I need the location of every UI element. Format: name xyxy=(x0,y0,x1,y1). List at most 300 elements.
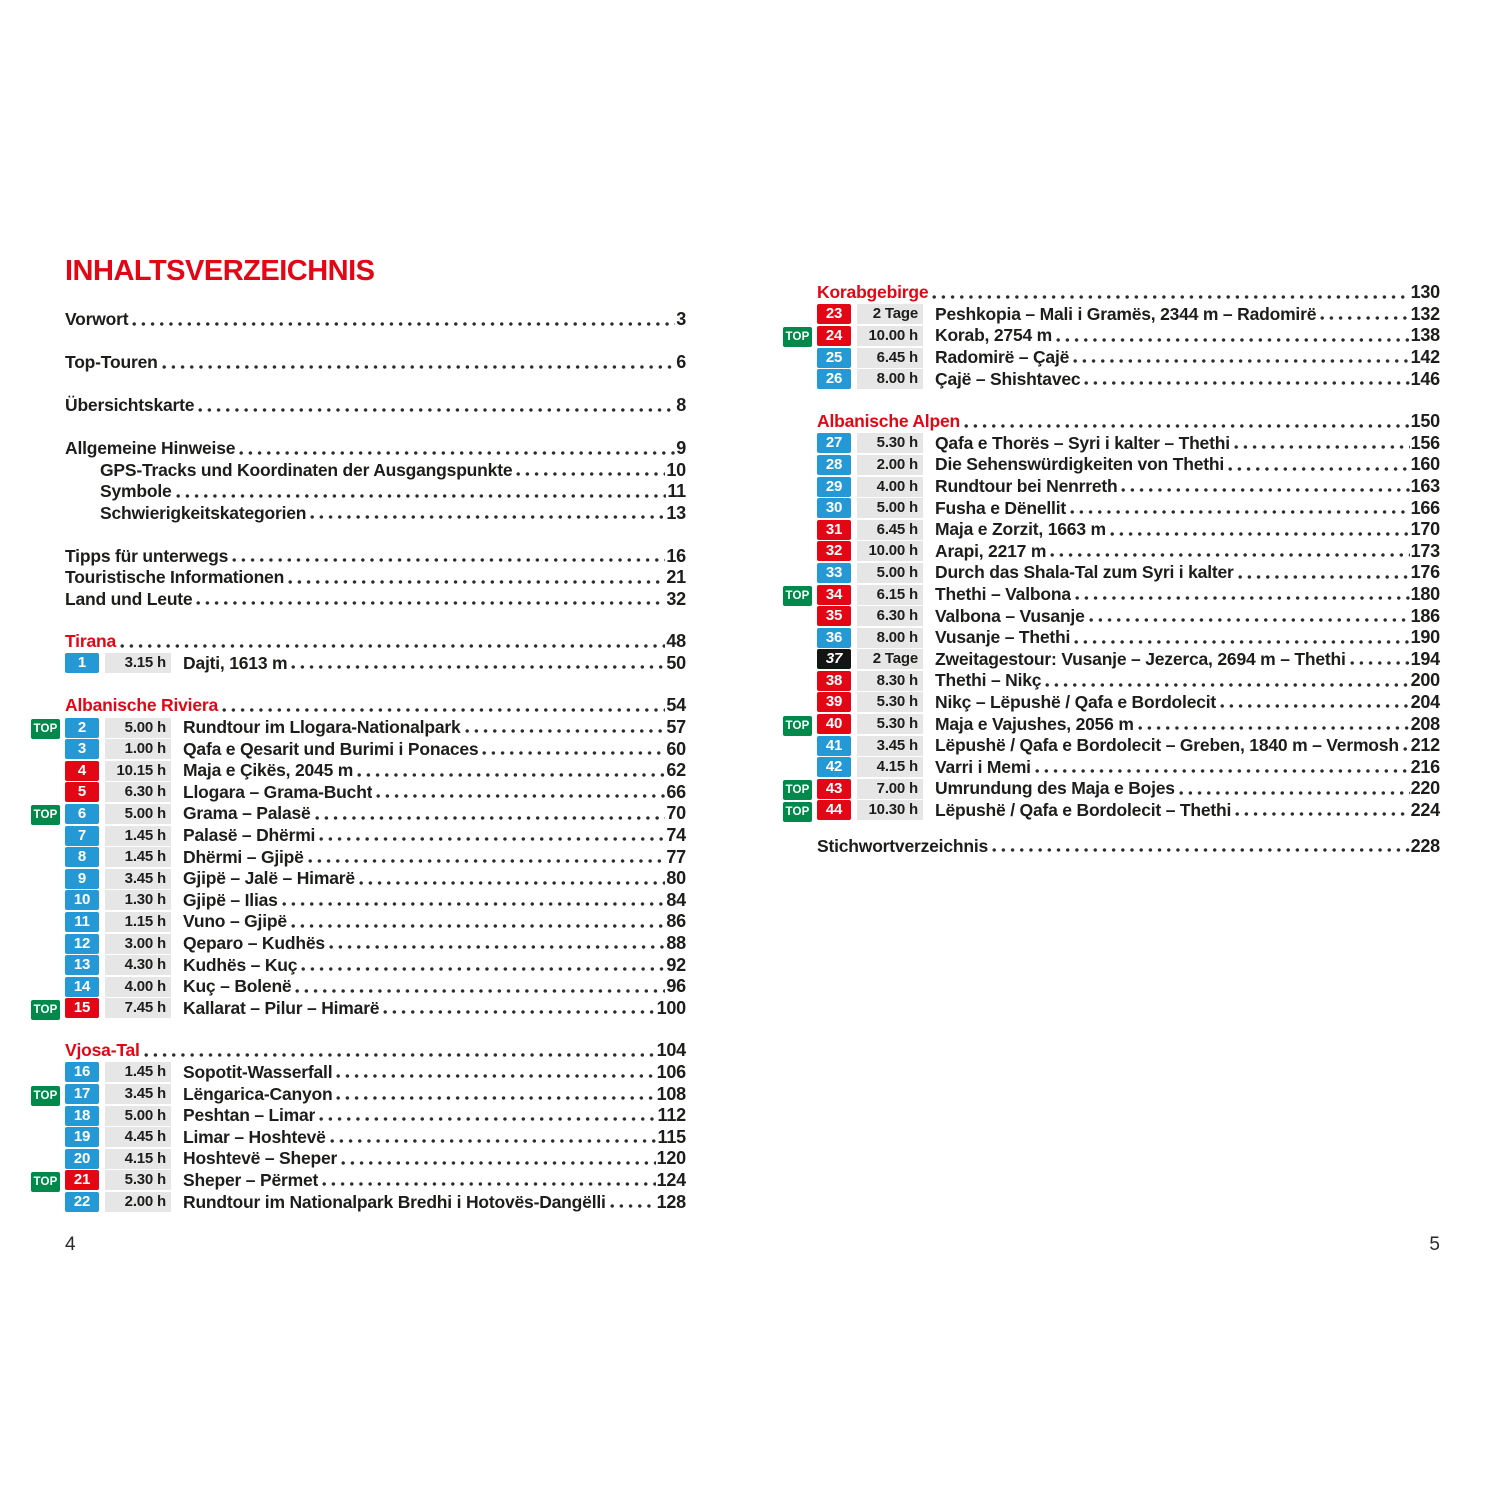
tour-duration-chip: 6.45 h xyxy=(857,348,923,368)
tour-page-number: 212 xyxy=(1410,735,1440,756)
tour-title: Sopotit-Wasserfall xyxy=(183,1061,333,1082)
top-badge-gutter xyxy=(31,1147,65,1170)
tour-title: Hoshtevë – Sheper xyxy=(183,1148,338,1169)
tour-page-number: 216 xyxy=(1410,756,1440,777)
top-badge-gutter xyxy=(783,368,817,391)
top-badge-gutter xyxy=(783,734,817,757)
tour-page-number: 166 xyxy=(1410,497,1440,518)
tour-duration-chip: 1.30 h xyxy=(105,890,171,910)
entry-page-number: 6 xyxy=(676,352,686,373)
top-badge: TOP xyxy=(783,327,812,347)
dot-leader xyxy=(1121,487,1409,493)
front-entry-row xyxy=(31,481,686,503)
tour-page-number: 77 xyxy=(666,846,686,867)
top-badge-gutter xyxy=(783,713,817,736)
top-badge-gutter xyxy=(31,652,65,675)
dot-leader xyxy=(359,880,666,886)
dot-leader xyxy=(315,815,666,821)
tour-duration-chip: 10.00 h xyxy=(857,326,923,346)
tour-duration-chip: 2.00 h xyxy=(857,455,923,475)
tour-title: Llogara – Grama-Bucht xyxy=(183,781,373,802)
top-badge: TOP xyxy=(783,586,812,606)
tour-row xyxy=(31,933,686,955)
dot-leader xyxy=(482,750,665,756)
dot-leader xyxy=(357,772,665,778)
tour-number-badge: 40 xyxy=(817,714,851,734)
tour-page-number: 194 xyxy=(1410,648,1440,669)
dot-leader xyxy=(1228,466,1410,472)
right-sections xyxy=(783,282,1440,821)
tour-title: Çajë – Shishtavec xyxy=(935,368,1081,389)
tour-number-badge: 35 xyxy=(817,606,851,626)
dot-leader xyxy=(932,294,1409,300)
tour-number-badge: 23 xyxy=(817,304,851,324)
entry-label: Stichwortverzeichnis xyxy=(817,835,989,856)
section-heading-label: Albanische Riviera xyxy=(65,695,218,716)
top-badge: TOP xyxy=(31,1086,60,1106)
tour-row xyxy=(31,1105,686,1127)
tour-duration-chip: 3.45 h xyxy=(857,736,923,756)
tour-row xyxy=(31,1062,686,1084)
entry-label: Allgemeine Hinweise xyxy=(65,438,236,459)
tour-row xyxy=(783,649,1440,671)
tour-row xyxy=(783,347,1440,369)
tour-page-number: 84 xyxy=(666,889,686,910)
tour-title: Varri i Memi xyxy=(935,756,1031,777)
tour-title: Rundtour im Llogara-Nationalpark xyxy=(183,717,461,738)
tour-title: Kudhës – Kuç xyxy=(183,954,298,975)
tour-title: Umrundung des Maja e Bojes xyxy=(935,778,1175,799)
dot-leader xyxy=(319,836,665,842)
tour-title: Lëngarica-Canyon xyxy=(183,1083,333,1104)
top-badge-gutter xyxy=(783,691,817,714)
top-badge-gutter xyxy=(783,475,817,498)
entry-page-number: 32 xyxy=(666,588,686,609)
dot-leader xyxy=(376,793,665,799)
tour-page-number: 70 xyxy=(666,803,686,824)
tour-page-number: 186 xyxy=(1410,605,1440,626)
tour-number-badge: 30 xyxy=(817,498,851,518)
tour-duration-chip: 5.00 h xyxy=(105,804,171,824)
front-entry-row xyxy=(31,438,686,460)
entry-page-number: 8 xyxy=(676,395,686,416)
tour-number-badge: 7 xyxy=(65,826,99,846)
tour-page-number: 132 xyxy=(1410,303,1440,324)
tour-row xyxy=(783,368,1440,390)
top-badge-gutter xyxy=(31,802,65,825)
tour-number-badge: 39 xyxy=(817,692,851,712)
tour-duration-chip: 6.15 h xyxy=(857,585,923,605)
tour-duration-chip: 3.45 h xyxy=(105,1084,171,1104)
entry-label: Tipps für unterwegs xyxy=(65,545,229,566)
dot-leader xyxy=(1084,380,1409,386)
tour-row xyxy=(31,1148,686,1170)
top-badge-gutter xyxy=(31,1061,65,1084)
tour-title: Lëpushë / Qafa e Bordolecit – Thethi xyxy=(935,799,1232,820)
tour-row xyxy=(783,519,1440,541)
front-entry-row xyxy=(31,546,686,568)
tour-duration-chip: 3.00 h xyxy=(105,934,171,954)
dot-leader xyxy=(282,901,666,907)
tour-number-badge: 13 xyxy=(65,955,99,975)
tour-page-number: 50 xyxy=(666,652,686,673)
section-block xyxy=(783,282,1440,390)
tour-row xyxy=(31,976,686,998)
entry-label: GPS-Tracks und Koordinaten der Ausgangspunkte xyxy=(100,459,513,480)
dot-leader xyxy=(1073,358,1409,364)
tour-number-badge: 9 xyxy=(65,869,99,889)
tour-number-badge: 24 xyxy=(817,326,851,346)
top-badge-gutter xyxy=(783,669,817,692)
page-title: INHALTSVERZEICHNIS xyxy=(65,255,375,287)
top-badge-gutter xyxy=(31,889,65,912)
dot-leader xyxy=(1138,725,1410,731)
dot-leader xyxy=(516,471,665,477)
entry-label: Top-Touren xyxy=(65,352,158,373)
dot-leader xyxy=(336,1073,655,1079)
entry-label: Vorwort xyxy=(65,309,129,330)
dot-leader xyxy=(198,407,675,413)
tour-page-number: 128 xyxy=(656,1191,686,1212)
section-page-number: 104 xyxy=(656,1040,686,1061)
entry-label: Touristische Informationen xyxy=(65,567,285,588)
tour-duration-chip: 1.00 h xyxy=(105,739,171,759)
top-badge: TOP xyxy=(31,1172,60,1192)
tour-page-number: 160 xyxy=(1410,454,1440,475)
tour-page-number: 180 xyxy=(1410,584,1440,605)
section-heading-row xyxy=(31,1040,686,1062)
entry-label: Schwierigkeitskategorien xyxy=(100,502,307,523)
tour-title: Peshkopia – Mali i Gramës, 2344 m – Radomirë xyxy=(935,303,1317,324)
tour-row xyxy=(783,325,1440,347)
front-matter-list xyxy=(31,309,686,610)
entry-page-number: 228 xyxy=(1410,835,1440,856)
top-badge-gutter xyxy=(31,846,65,869)
tour-duration-chip: 5.30 h xyxy=(857,433,923,453)
tour-page-number: 57 xyxy=(666,717,686,738)
top-badge-gutter xyxy=(783,497,817,520)
tour-page-number: 115 xyxy=(657,1126,686,1147)
top-badge-gutter xyxy=(783,303,817,326)
tour-number-badge: 32 xyxy=(817,541,851,561)
tour-row xyxy=(783,713,1440,735)
tour-number-badge: 36 xyxy=(817,628,851,648)
tour-number-badge: 17 xyxy=(65,1084,99,1104)
front-entry-row xyxy=(31,460,686,482)
tour-duration-chip: 10.15 h xyxy=(105,761,171,781)
tour-row xyxy=(783,584,1440,606)
tour-row xyxy=(31,825,686,847)
dot-leader xyxy=(992,847,1410,853)
tour-number-badge: 12 xyxy=(65,934,99,954)
tours-list xyxy=(31,653,686,675)
dot-leader xyxy=(1074,639,1409,645)
top-badge-gutter xyxy=(31,1191,65,1214)
dot-leader xyxy=(964,423,1410,429)
tour-row xyxy=(783,692,1440,714)
tour-page-number: 156 xyxy=(1410,432,1440,453)
tour-duration-chip: 2 Tage xyxy=(857,304,923,324)
tour-page-number: 96 xyxy=(666,976,686,997)
dot-leader xyxy=(1235,811,1409,817)
top-badge: TOP xyxy=(783,802,812,822)
entry-page-number: 13 xyxy=(666,502,686,523)
tour-row xyxy=(783,735,1440,757)
tour-page-number: 112 xyxy=(657,1105,686,1126)
tour-duration-chip: 7.45 h xyxy=(105,998,171,1018)
tour-title: Thethi – Nikç xyxy=(935,670,1042,691)
dot-leader xyxy=(1075,595,1410,601)
dot-leader xyxy=(301,966,665,972)
tour-page-number: 200 xyxy=(1410,670,1440,691)
left-sections xyxy=(31,631,686,1213)
dot-leader xyxy=(1350,660,1410,666)
front-entry-row xyxy=(31,352,686,374)
tour-title: Maja e Çikës, 2045 m xyxy=(183,760,354,781)
tour-page-number: 146 xyxy=(1410,368,1440,389)
tour-row xyxy=(31,846,686,868)
top-badge-gutter xyxy=(31,738,65,761)
tour-row xyxy=(31,868,686,890)
top-badge-gutter xyxy=(783,561,817,584)
tour-number-badge: 15 xyxy=(65,998,99,1018)
tour-title: Rundtour im Nationalpark Bredhi i Hotovës-Dangëlli xyxy=(183,1191,606,1212)
top-badge-gutter xyxy=(783,453,817,476)
tours-list xyxy=(783,433,1440,822)
tour-number-badge: 34 xyxy=(817,585,851,605)
tour-number-badge: 25 xyxy=(817,348,851,368)
tour-row xyxy=(783,304,1440,326)
top-badge-gutter xyxy=(783,583,817,606)
top-badge: TOP xyxy=(31,1000,60,1020)
tour-duration-chip: 2 Tage xyxy=(857,649,923,669)
tour-number-badge: 28 xyxy=(817,455,851,475)
section-block xyxy=(783,411,1440,821)
dot-leader xyxy=(610,1203,656,1209)
tour-duration-chip: 1.45 h xyxy=(105,826,171,846)
tour-row xyxy=(783,670,1440,692)
section-heading-row xyxy=(31,695,686,717)
tour-duration-chip: 4.15 h xyxy=(105,1149,171,1169)
dot-leader xyxy=(291,923,665,929)
section-page-number: 150 xyxy=(1410,411,1440,432)
dot-leader xyxy=(295,988,665,994)
tour-number-badge: 2 xyxy=(65,718,99,738)
tour-title: Vusanje – Thethi xyxy=(935,627,1071,648)
tour-page-number: 66 xyxy=(666,781,686,802)
tour-row xyxy=(783,454,1440,476)
tour-duration-chip: 6.30 h xyxy=(857,606,923,626)
tour-page-number: 92 xyxy=(666,954,686,975)
tour-page-number: 124 xyxy=(656,1169,686,1190)
tour-duration-chip: 7.00 h xyxy=(857,779,923,799)
top-badge-gutter xyxy=(31,1104,65,1127)
tour-number-badge: 10 xyxy=(65,890,99,910)
tour-page-number: 88 xyxy=(666,933,686,954)
page-number-right: 5 xyxy=(1429,1234,1440,1255)
tour-row xyxy=(783,433,1440,455)
tour-page-number: 60 xyxy=(666,738,686,759)
top-badge-gutter xyxy=(31,824,65,847)
index-entry-container xyxy=(783,835,1440,857)
tour-duration-chip: 4.00 h xyxy=(105,977,171,997)
tour-title: Dhërmi – Gjipë xyxy=(183,846,304,867)
dot-leader xyxy=(383,1009,655,1015)
tour-duration-chip: 6.45 h xyxy=(857,520,923,540)
tour-page-number: 224 xyxy=(1410,799,1440,820)
dot-leader xyxy=(1220,703,1410,709)
entry-label: Symbole xyxy=(100,481,172,502)
tour-row xyxy=(31,1083,686,1105)
tour-duration-chip: 4.45 h xyxy=(105,1127,171,1147)
front-entry-row xyxy=(31,503,686,525)
tour-row xyxy=(783,605,1440,627)
tour-number-badge: 3 xyxy=(65,739,99,759)
tour-title: Fusha e Dënellit xyxy=(935,497,1066,518)
tours-list xyxy=(783,304,1440,390)
tour-row xyxy=(783,627,1440,649)
tour-title: Peshtan – Limar xyxy=(183,1105,316,1126)
entry-page-number: 9 xyxy=(676,438,686,459)
tour-title: Kuç – Bolenë xyxy=(183,976,292,997)
tour-duration-chip: 5.00 h xyxy=(105,1106,171,1126)
tour-number-badge: 37 xyxy=(817,649,851,669)
tour-duration-chip: 5.00 h xyxy=(857,563,923,583)
tour-page-number: 173 xyxy=(1410,540,1440,561)
tour-number-badge: 27 xyxy=(817,433,851,453)
front-entry-row xyxy=(31,309,686,331)
tour-row xyxy=(31,760,686,782)
tour-page-number: 170 xyxy=(1410,519,1440,540)
tour-row xyxy=(783,562,1440,584)
dot-leader xyxy=(1179,790,1410,796)
tour-page-number: 100 xyxy=(656,997,686,1018)
tour-number-badge: 29 xyxy=(817,477,851,497)
tour-page-number: 176 xyxy=(1410,562,1440,583)
dot-leader xyxy=(1056,337,1410,343)
tours-list xyxy=(31,1062,686,1213)
section-block xyxy=(31,1040,686,1213)
tour-page-number: 74 xyxy=(666,825,686,846)
tour-page-number: 80 xyxy=(666,868,686,889)
tour-duration-chip: 1.15 h xyxy=(105,912,171,932)
top-badge-gutter xyxy=(31,954,65,977)
dot-leader xyxy=(239,450,675,456)
tour-duration-chip: 3.15 h xyxy=(105,653,171,673)
top-badge-gutter xyxy=(783,626,817,649)
page-right xyxy=(783,282,1440,857)
top-badge-gutter xyxy=(783,648,817,671)
tour-duration-chip: 3.45 h xyxy=(105,869,171,889)
tour-duration-chip: 5.00 h xyxy=(857,498,923,518)
tour-number-badge: 14 xyxy=(65,977,99,997)
tour-page-number: 204 xyxy=(1410,691,1440,712)
tour-row xyxy=(783,541,1440,563)
tour-row xyxy=(31,782,686,804)
tour-title: Gjipë – Ilias xyxy=(183,889,278,910)
tour-title: Qeparo – Kudhës xyxy=(183,933,325,954)
dot-leader xyxy=(232,557,665,563)
tour-duration-chip: 2.00 h xyxy=(105,1192,171,1212)
tour-number-badge: 4 xyxy=(65,761,99,781)
tour-title: Zweitagestour: Vusanje – Jezerca, 2694 m – Thethi xyxy=(935,648,1346,669)
tour-title: Qafa e Thorës – Syri i kalter – Thethi xyxy=(935,432,1230,453)
top-badge-gutter xyxy=(31,716,65,739)
top-badge-gutter xyxy=(31,1083,65,1106)
tour-number-badge: 22 xyxy=(65,1192,99,1212)
tour-row xyxy=(31,954,686,976)
dot-leader xyxy=(1089,617,1410,623)
dot-leader xyxy=(1070,509,1410,515)
dot-leader xyxy=(330,1138,657,1144)
dot-leader xyxy=(1110,531,1410,537)
top-badge-gutter xyxy=(783,518,817,541)
tour-title: Limar – Hoshtevë xyxy=(183,1126,326,1147)
tour-row xyxy=(783,476,1440,498)
tour-title: Maja e Vajushes, 2056 m xyxy=(935,713,1134,734)
tour-number-badge: 31 xyxy=(817,520,851,540)
front-entry-row xyxy=(31,567,686,589)
dot-leader xyxy=(322,1181,655,1187)
tour-page-number: 208 xyxy=(1410,713,1440,734)
tour-duration-chip: 10.30 h xyxy=(857,800,923,820)
entry-page-number: 16 xyxy=(666,545,686,566)
tour-number-badge: 26 xyxy=(817,369,851,389)
tour-title: Kallarat – Pilur – Himarë xyxy=(183,997,380,1018)
tour-number-badge: 18 xyxy=(65,1106,99,1126)
tour-number-badge: 43 xyxy=(817,779,851,799)
tour-page-number: 62 xyxy=(666,760,686,781)
tour-duration-chip: 5.00 h xyxy=(105,718,171,738)
top-badge-gutter xyxy=(783,540,817,563)
dot-leader xyxy=(1050,552,1409,558)
tour-duration-chip: 5.30 h xyxy=(857,714,923,734)
top-badge-gutter xyxy=(31,932,65,955)
tour-title: Gjipë – Jalë – Himarë xyxy=(183,868,355,889)
section-page-number: 130 xyxy=(1410,282,1440,303)
tour-duration-chip: 8.30 h xyxy=(857,671,923,691)
tour-number-badge: 33 xyxy=(817,563,851,583)
section-block xyxy=(31,695,686,1019)
dot-leader xyxy=(310,514,665,520)
tour-title: Korab, 2754 m xyxy=(935,325,1053,346)
top-badge-gutter xyxy=(31,975,65,998)
top-badge-gutter xyxy=(31,781,65,804)
dot-leader xyxy=(162,364,676,370)
tour-number-badge: 19 xyxy=(65,1127,99,1147)
tour-title: Grama – Palasë xyxy=(183,803,311,824)
top-badge-gutter xyxy=(31,1169,65,1192)
tour-page-number: 220 xyxy=(1410,778,1440,799)
dot-leader xyxy=(1234,444,1410,450)
dot-leader xyxy=(1035,768,1410,774)
tour-row xyxy=(31,1191,686,1213)
dot-leader xyxy=(336,1095,655,1101)
dot-leader xyxy=(144,1052,656,1058)
section-heading-row xyxy=(31,631,686,653)
tour-number-badge: 38 xyxy=(817,671,851,691)
front-entry-row xyxy=(783,835,1440,857)
top-badge-gutter xyxy=(31,997,65,1020)
dot-leader xyxy=(1045,682,1409,688)
tour-title: Arapi, 2217 m xyxy=(935,540,1047,561)
tour-duration-chip: 1.45 h xyxy=(105,1062,171,1082)
tour-page-number: 138 xyxy=(1410,325,1440,346)
dot-leader xyxy=(222,707,665,713)
top-badge-gutter xyxy=(31,867,65,890)
tours-list xyxy=(31,717,686,1019)
entry-page-number: 11 xyxy=(667,481,686,502)
